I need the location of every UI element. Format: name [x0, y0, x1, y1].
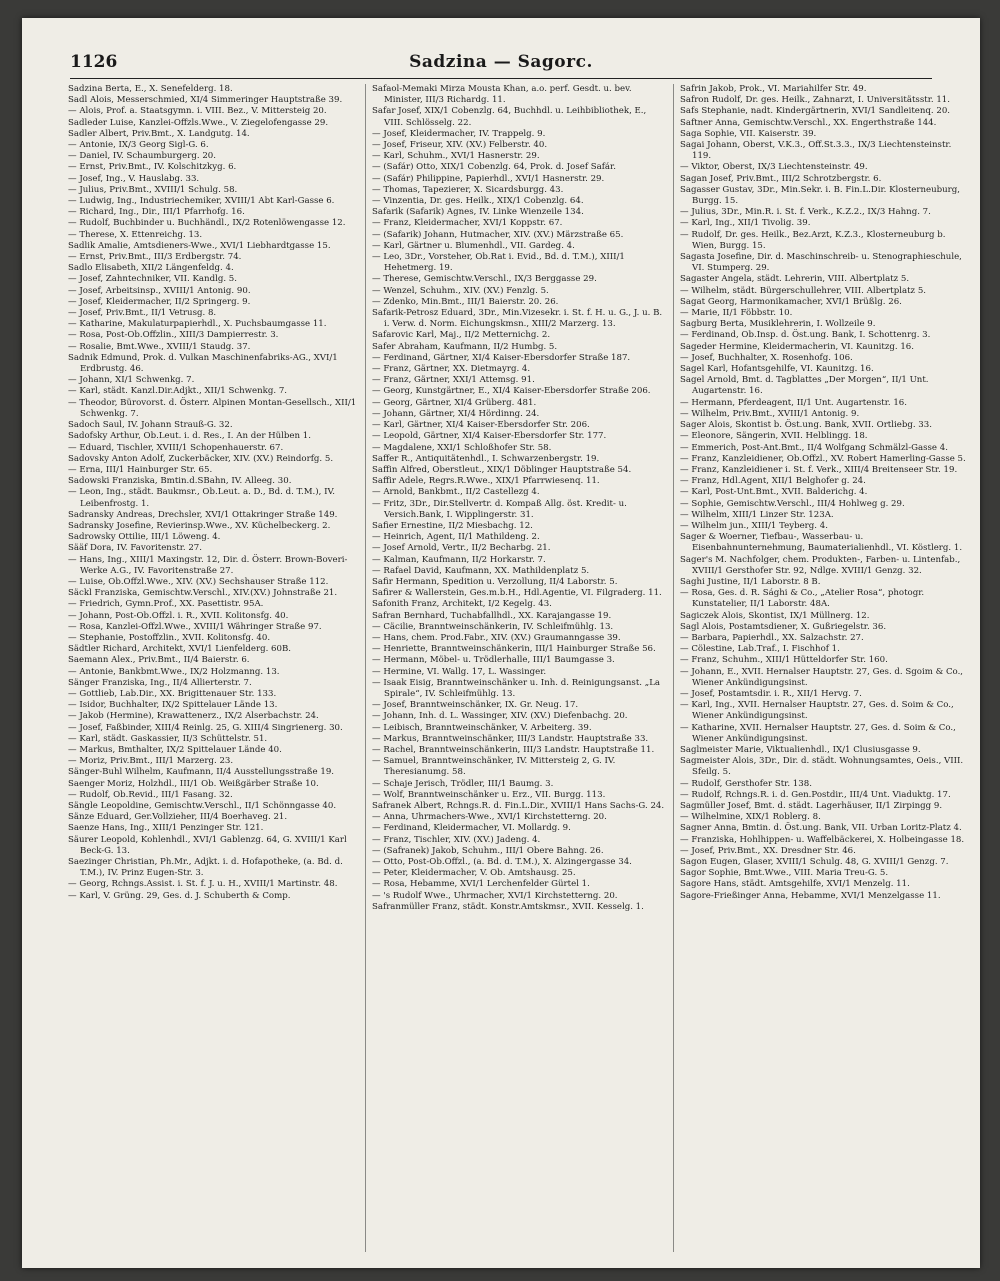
- directory-entry: — Johann, Gärtner, XI/4 Hördinng. 24.: [372, 408, 540, 419]
- directory-entry: Safar Josef, XIX/1 Cobenzlg. 64, Buchhdl. u. Leihbibliothek, E., VIII. Schlösselg. 22.: [372, 106, 647, 128]
- directory-entry: Sager & Woerner, Tiefbau-, Wasserbau- u. Eisenbahnunternehmung, Baumaterialienhdl., VI. Köstlerg. 1.: [680, 532, 963, 554]
- directory-entry: — Wenzel, Schuhm., XIV. (XV.) Fenzlg. 5.: [372, 285, 549, 296]
- column-divider: [365, 84, 366, 1252]
- directory-entry: — Eduard, Tischler, XVIII/1 Schopenhauerstr. 67.: [68, 442, 284, 453]
- directory-entry: — Johann, E., XVII. Hernalser Hauptstr. 27, Ges. d. Sgoim & Co., Wiener Ankündigungsinst.: [680, 666, 964, 688]
- directory-entry: Saglmeister Marie, Viktualienhdl., IX/1 Clusiusgasse 9.: [680, 744, 921, 755]
- directory-entry: Sagai Johann, Oberst, V.K.3., Off.St.3.3., IX/3 Liechtensteinstr. 119.: [680, 140, 952, 162]
- directory-entry: — Wolf, Branntweinschänker u. Erz., VII. Burgg. 113.: [372, 789, 606, 800]
- directory-entry: Safron Rudolf, Dr. ges. Heilk., Zahnarzt, I. Universitätsstr. 11.: [680, 95, 950, 106]
- directory-entry: — Isaak Eisig, Branntweinschänker u. Inh. d. Reinigungsanst. „La Spirale“, IV. Schleifmühlg. 13.: [372, 677, 661, 699]
- page-number: 1126: [70, 52, 118, 72]
- directory-entry: — (Safár) Philippine, Papierhdl., XVI/1 Hasnerstr. 29.: [372, 173, 605, 184]
- directory-entry: — Schaje Jerisch, Trödler, III/1 Baumg. 3.: [372, 778, 554, 789]
- column-2: [372, 84, 668, 1252]
- directory-entry: Sadzina Berta, E., X. Senefelderg. 18.: [68, 84, 233, 94]
- directory-entry: — Josef, Kleidermacher, IV. Trappelg. 9.: [372, 128, 546, 139]
- directory-entry: — Friedrich, Gymn.Prof., XX. Pasettistr. 95A.: [68, 599, 264, 610]
- directory-entry: — Gottlieb, Lab.Dir., XX. Brigittenauer Str. 133.: [68, 688, 277, 699]
- directory-entry: Safran Bernhard, Tuchabfallhdl., XX. Karajangasse 19.: [372, 610, 612, 621]
- directory-entry: — Wilhelm, städt. Bürgerschullehrer, VIII. Albertplatz 5.: [680, 285, 927, 296]
- directory-entry: Safirer & Wallerstein, Ges.m.b.H., Hdl.Agentie, VI. Filgraderg. 11.: [372, 588, 662, 599]
- directory-entry: — (Safár) Otto, XIX/1 Cobenzlg. 64, Prok. d. Josef Safár.: [372, 162, 616, 173]
- directory-entry: Safranek Albert, Rchngs.R. d. Fin.L.Dir., XVIII/1 Hans Sachs-G. 24.: [372, 801, 665, 811]
- directory-entry: Sagel Karl, Hofantsgehilfe, VI. Kaunitzg. 16.: [680, 364, 874, 375]
- directory-entry: — Cäcilie, Branntweinschänkerin, IV. Schleifmühlg. 13.: [372, 621, 614, 632]
- directory-entry: Safarik (Safarik) Agnes, IV. Linke Wienzeile 134.: [372, 207, 584, 218]
- directory-entry: — Josef, Priv.Bmt., II/1 Vetrusg. 8.: [68, 308, 217, 319]
- directory-entry: Sadransky Andreas, Drechsler, XVI/1 Ottakringer Straße 149.: [68, 509, 338, 520]
- directory-entry: Safaol-Memaki Mirza Mousta Khan, a.o. perf. Gesdt. u. bev. Minister, III/3 Richardg. 11.: [372, 84, 632, 106]
- directory-entry: — Georg, Rchngs.Assist. i. St. f. J. u. H., XVIII/1 Martinstr. 48.: [68, 879, 338, 890]
- directory-entry: — Franz, Kanzleidiener, Ob.Offzl., XV. Robert Hamerling-Gasse 5.: [680, 453, 966, 464]
- directory-entry: Saezinger Christian, Ph.Mr., Adjkt. i. d. Hofapotheke, (a. Bd. d. T.M.), IV. Prinz Eugen-Str. 3.: [68, 857, 343, 879]
- directory-entry: — Josef Arnold, Vertr., II/2 Becharbg. 21.: [372, 543, 551, 554]
- directory-entry: Safonith Franz, Architekt, I/2 Kegelg. 43.: [372, 599, 552, 610]
- directory-entry: — Katharine, XVII. Hernalser Hauptstr. 27, Ges. d. Soim & Co., Wiener Ankündigungsinst.: [680, 722, 956, 744]
- directory-entry: Sadler Albert, Priv.Bmt., X. Landgutg. 14.: [68, 128, 250, 139]
- directory-entry: Sagore Hans, städt. Amtsgehilfe, XVI/1 Menzelg. 11.: [680, 879, 910, 890]
- directory-entry: — Franz, Schuhm., XIII/1 Hütteldorfer Str. 160.: [680, 655, 888, 666]
- directory-entry: Sängle Leopoldine, Gemischtw.Verschl., II/1 Schönngasse 40.: [68, 801, 337, 811]
- directory-entry: — Leo, 3Dr., Vorsteher, Ob.Rat i. Evid., Bd. d. T.M.), XIII/1 Hehetmerg. 19.: [372, 252, 625, 274]
- directory-entry: — Theodor, Bürovorst. d. Österr. Alpinen Montan-Gesellsch., XII/1 Schwenkg. 7.: [68, 397, 357, 419]
- directory-entry: — Rosa, Post-Ob.Offzlin., XIII/3 Dampierrestr. 3.: [68, 330, 279, 341]
- directory-entry: Sadlik Amalie, Amtsdieners-Wwe., XVI/1 Liebhardtgasse 15.: [68, 240, 331, 251]
- directory-entry: — Katharine, Makulaturpapierhdl., X. Puchsbaumgasse 11.: [68, 319, 327, 330]
- directory-entry: Sagaster Angela, städt. Lehrerin, VIII. Albertplatz 5.: [680, 274, 910, 285]
- directory-entry: — Viktor, Oberst, IX/3 Liechtensteinstr. 49.: [680, 162, 868, 173]
- directory-entry: Sänger Franziska, Ing., II/4 Allierterstr. 7.: [68, 677, 252, 688]
- directory-entry: Sadleder Luise, Kanzlei-Offzls.Wwe., V. Ziegelofengasse 29.: [68, 117, 329, 128]
- directory-entry: Safs Stephanie, nadt. Kindergärtnerin, XVI/1 Sandleitenq. 20.: [680, 106, 951, 117]
- directory-entry: — Daniel, IV. Schaumburgerg. 20.: [68, 151, 216, 162]
- directory-entry: — Karl, städt. Kanzl.Dir.Adjkt., XII/1 Schwenkg. 7.: [68, 386, 288, 397]
- directory-entry: — Anna, Uhrmachers-Wwe., XVI/1 Kirchstetterng. 20.: [372, 812, 607, 823]
- directory-entry: — Luise, Ob.Offzl.Wwe., XIV. (XV.) Sechshauser Straße 112.: [68, 576, 329, 587]
- directory-entry: Säurer Leopold, Kohlenhdl., XVI/1 Gablenzg. 64, G. XVIII/1 Karl Beck-G. 13.: [68, 834, 347, 856]
- directory-entry: — Hans, Ing., XIII/1 Maxingstr. 12, Dir. d. Österr. Brown-Boveri-Werke A.G., IV. Favoritenstraße 27.: [68, 554, 348, 576]
- directory-entry: — Karl, Ing., XII/1 Tivolig. 39.: [680, 218, 811, 229]
- directory-entry: — Eleonore, Sängerin, XVII. Helblingg. 18.: [680, 431, 868, 442]
- directory-entry: — Wilhelm, XIII/1 Linzer Str. 123A.: [680, 509, 834, 520]
- directory-entry: — Rachel, Branntweinschänkerin, III/3 Landstr. Hauptstraße 11.: [372, 744, 655, 755]
- directory-entry: — Thomas, Tapezierer, X. Sicardsburgg. 43.: [372, 184, 564, 195]
- directory-entry: — Franz, Gärtner, XXI/1 Attemsg. 91.: [372, 375, 535, 386]
- directory-entry: Saenze Hans, Ing., XIII/1 Penzinger Str. 121.: [68, 823, 264, 834]
- directory-entry: — Josef, Ing., V. Hauslabg. 33.: [68, 173, 200, 184]
- directory-entry: — Ernst, Priv.Bmt., III/3 Erdbergstr. 74.: [68, 252, 242, 263]
- directory-entry: Sadransky Josefine, Revierinsp.Wwe., XV. Küchelbeckerg. 2.: [68, 520, 331, 531]
- directory-entry: — Josef, Postamtsdir. i. R., XII/1 Hervg. 7.: [680, 688, 862, 699]
- directory-entry: — Hans, chem. Prod.Fabr., XIV. (XV.) Graumanngasse 39.: [372, 632, 621, 643]
- directory-entry: Sänze Eduard, Ger.Vollzieher, III/4 Boerhaveg. 21.: [68, 812, 288, 823]
- directory-entry: — Rudolf, Gersthofer Str. 138.: [680, 778, 812, 789]
- directory-entry: Sagasser Gustav, 3Dr., Min.Sekr. i. B. Fin.L.Dir. Klosterneuburg, Burgg. 15.: [680, 184, 961, 207]
- directory-entry: — Jakob (Hermine), Krawattenerz., IX/2 Alserbachstr. 24.: [68, 711, 319, 722]
- directory-entry: — Karl, Post-Unt.Bmt., XVII. Balderichg. 4.: [680, 487, 868, 498]
- directory-entry: — Samuel, Branntweinschänker, IV. Mittersteig 2, G. IV. Theresianumg. 58.: [372, 756, 616, 778]
- directory-entry: — Sophie, Gemischtw.Verschl., III/4 Hohlweg g. 29.: [680, 498, 905, 509]
- directory-entry: — Wilhelmine, XIX/1 Roblerg. 8.: [680, 812, 821, 823]
- directory-entry: — Georg, Gärtner, XI/4 Grüberg. 481.: [372, 397, 537, 408]
- directory-entry: — Hermann, Pferdeagent, II/1 Unt. Augartenstr. 16.: [680, 397, 908, 408]
- directory-entry: — Karl, städt. Gaskassier, II/3 Schüttelstr. 51.: [68, 733, 268, 744]
- directory-entry: Sagasta Josefine, Dir. d. Maschinschreib- u. Stenographieschule, VI. Stumperg. 29.: [680, 252, 962, 274]
- directory-entry: — Josef, Kleidermacher, II/2 Springerg. 9.: [68, 296, 251, 307]
- directory-entry: — (Safranek) Jakob, Schuhm., III/1 Obere Bahng. 26.: [372, 845, 604, 856]
- directory-entry: Sänger-Buhl Wilhelm, Kaufmann, II/4 Ausstellungsstraße 19.: [68, 767, 335, 778]
- directory-entry: — Stephanie, Postoffzlin., XVII. Kolitonsfg. 40.: [68, 632, 271, 643]
- directory-entry: — Erna, III/1 Hainburger Str. 65.: [68, 464, 213, 475]
- directory-entry: Sager Alois, Skontist b. Öst.ung. Bank, XVII. Ortliebg. 33.: [680, 420, 932, 431]
- directory-entry: — Markus, Branntweinschänker, III/3 Landstr. Hauptstraße 33.: [372, 733, 649, 744]
- directory-entry: — Franz, Hdl.Agent, XII/1 Belghofer g. 24.: [680, 476, 866, 487]
- directory-entry: — Wilhelm jun., XIII/1 Teyberg. 4.: [680, 520, 828, 531]
- directory-entry: — Hermine, VI. Wallg. 17, L. Wassinger.: [372, 666, 547, 677]
- directory-entry: Sagmüller Josef, Bmt. d. städt. Lagerhäuser, II/1 Zirpingg 9.: [680, 801, 943, 811]
- directory-entry: Sagat Georg, Harmonikamacher, XVI/1 Brüßlg. 26.: [680, 296, 902, 307]
- directory-entry: Saghi Justine, II/1 Laborstr. 8 B.: [680, 576, 821, 587]
- directory-entry: — Karl, Gärtner, XI/4 Kaiser-Ebersdorfer Str. 206.: [372, 420, 590, 431]
- directory-entry: — Julius, 3Dr., Min.R. i. St. f. Verk., K.Z.2., IX/3 Hahng. 7.: [680, 207, 931, 218]
- directory-entry: — Franz, Gärtner, XX. Dietmayrg. 4.: [372, 364, 531, 375]
- directory-entry: — Karl, Ing., XVII. Hernalser Hauptstr. 27, Ges. d. Soim & Co., Wiener Ankündigungsinst.: [680, 700, 954, 722]
- directory-entry: — Therese, Gemischtw.Verschl., IX/3 Berggasse 29.: [372, 274, 597, 285]
- directory-entry: Sadofsky Arthur, Ob.Leut. i. d. Res., I. An der Hülben 1.: [68, 431, 311, 442]
- directory-entry: Saemann Alex., Priv.Bmt., II/4 Baierstr. 6.: [68, 655, 250, 666]
- directory-entry: — Wilhelm, Priv.Bmt., XVIII/1 Antonig. 9.: [680, 408, 860, 419]
- directory-entry: — Leopold, Gärtner, XI/4 Kaiser-Ebersdorfer Str. 177.: [372, 431, 607, 442]
- directory-entry: Safarik-Petrosz Eduard, 3Dr., Min.Vizesekr. i. St. f. H. u. G., J. u. B. i. Verw. d. Norm. Eichungskmsn., XIII/2 Marzerg. 13.: [372, 308, 663, 330]
- directory-entry: — Josef, Zahntechniker, VII. Kandlg. 5.: [68, 274, 237, 285]
- directory-entry: Säckl Franziska, Gemischtw.Verschl., XIV.(XV.) Johnstraße 21.: [68, 588, 338, 599]
- directory-entry: — Rosalie, Bmt.Wwe., XVIII/1 Staudg. 37.: [68, 341, 251, 352]
- directory-entry: — Moriz, Priv.Bmt., III/1 Marzerg. 23.: [68, 756, 234, 767]
- directory-entry: — Marie, II/1 Föbbstr. 10.: [680, 308, 793, 319]
- directory-entry: — Therese, X. Ettenreichg. 13.: [68, 229, 203, 240]
- directory-entry: Sagan Josef, Priv.Bmt., III/2 Schrotzbergstr. 6.: [680, 173, 882, 184]
- directory-entry: Sageder Hermine, Kleidermacherin, VI. Kaunitzg. 16.: [680, 341, 914, 352]
- directory-entry: Sadovsky Anton Adolf, Zuckerbäcker, XIV. (XV.) Reindorfg. 5.: [68, 453, 334, 464]
- column-divider: [673, 84, 674, 1252]
- directory-entry: Sadowski Franziska, Bmtin.d.SBahn, IV. Alleeg. 30.: [68, 476, 292, 487]
- directory-entry: Saga Sophie, VII. Kaiserstr. 39.: [680, 128, 817, 139]
- directory-entry: — Johann, Inh. d. L. Wassinger, XIV. (XV.) Diefenbachg. 20.: [372, 711, 628, 722]
- directory-entry: — Ferdinand, Gärtner, XI/4 Kaiser-Ebersdorfer Straße 187.: [372, 352, 631, 363]
- directory-entry: — Josef, Buchhalter, X. Rosenhofg. 106.: [680, 352, 853, 363]
- directory-entry: Sagner Anna, Bmtin. d. Öst.ung. Bank, VII. Urban Loritz-Platz 4.: [680, 823, 962, 834]
- directory-entry: — Leibisch, Branntweinschänker, V. Arbeiterg. 39.: [372, 722, 592, 733]
- directory-entry: Safer Abraham, Kaufmann, II/2 Humbg. 5.: [372, 341, 558, 352]
- directory-entry: — Magdalene, XXI/1 Schloßhofer Str. 58.: [372, 442, 552, 453]
- directory-entry: — Isidor, Buchhalter, IX/2 Spittelauer Lände 13.: [68, 700, 278, 711]
- directory-entry: — Arnold, Bankbmt., II/2 Castellezg 4.: [372, 487, 540, 498]
- directory-entry: Saffin Alfred, Oberstleut., XIX/1 Döblinger Hauptstraße 54.: [372, 464, 632, 475]
- directory-entry: Sagburg Berta, Musiklehrerin, I. Wollzeile 9.: [680, 319, 876, 330]
- directory-entry: — Johann, Post-Ob.Offzl. i. R., XVII. Kolitonsfg. 40.: [68, 610, 289, 621]
- directory-page: [22, 18, 980, 1268]
- directory-entry: Sager's M. Nachfolger, chem. Produkten-, Farben- u. Lintenfab., XVIII/1 Gersthofer Str. 92, Ndlge. XVIII/1 Genzg. 32.: [680, 554, 961, 576]
- directory-entry: Safranmüller Franz, städt. Konstr.Amtskmsr., XVII. Kesselg. 1.: [372, 901, 644, 912]
- directory-entry: — Georg, Kunstgärtner, E., XI/4 Kaiser-Ebersdorfer Straße 206.: [372, 386, 651, 397]
- directory-entry: Sagon Eugen, Glaser, XVIII/1 Schulg. 48, G. XVIII/1 Genzg. 7.: [680, 857, 949, 868]
- directory-entry: — Rudolf, Buchbinder u. Buchhändl., IX/2 Rotenlöwengasse 12.: [68, 218, 346, 229]
- directory-entry: Sadl Alois, Messerschmied, XI/4 Simmeringer Hauptstraße 39.: [68, 95, 343, 106]
- directory-entry: — Barbara, Papierhdl., XX. Salzachstr. 27.: [680, 632, 864, 643]
- directory-entry: — Rudolf, Rchngs.R. i. d. Gen.Postdir., III/4 Unt. Viaduktg. 17.: [680, 789, 951, 800]
- directory-entry: — Markus, Bmthalter, IX/2 Spittelauer Lände 40.: [68, 744, 282, 755]
- directory-entry: Safier Ernestine, II/2 Miesbachg. 12.: [372, 520, 533, 531]
- directory-entry: — Josef, Arbeitsinsp., XVIII/1 Antonig. 90.: [68, 285, 251, 296]
- directory-entry: Saenger Moriz, Holzhdl., III/1 Ob. Weißgärber Straße 10.: [68, 778, 319, 789]
- directory-entry: — Josef, Priv.Bmt., XX. Dresdner Str. 46.: [680, 845, 856, 856]
- column-1: [68, 84, 358, 1252]
- directory-entry: Sagl Alois, Postamtsdiener, X. Gußriegelstr. 36.: [680, 621, 887, 632]
- directory-entry: Sadoch Saul, IV. Johann Strauß-G. 32.: [68, 420, 233, 431]
- directory-entry: — Antonie, IX/3 Georg Sigl-G. 6.: [68, 140, 209, 151]
- directory-entry: Safrin Jakob, Prok., VI. Mariahilfer Str. 49.: [680, 84, 867, 94]
- directory-entry: Sagel Arnold, Bmt. d. Tagblattes „Der Morgen“, II/1 Unt. Augartenstr. 16.: [680, 375, 929, 397]
- directory-entry: Sagore-Frießinger Anna, Hebamme, XVI/1 Menzelgasse 11.: [680, 890, 941, 901]
- directory-entry: — Franz, Kleidermacher, XVI/1 Koppstr. 67.: [372, 218, 563, 229]
- directory-entry: — Fritz, 3Dr., Dir.Stellvertr. d. Kompaß Allg. öst. Kredit- u. Versich.Bank, I. Wipplingerstr. 31.: [372, 498, 627, 520]
- directory-entry: — Antonie, Bankbmt.Wwe., IX/2 Holzmanng. 13.: [68, 666, 280, 677]
- directory-entry: — Karl, Gärtner u. Blumenhdl., VII. Gardeg. 4.: [372, 240, 575, 251]
- directory-entry: Saffir Adele, Regrs.R.Wwe., XIX/1 Pfarrwiesenq. 11.: [372, 476, 600, 487]
- directory-entry: — Josef, Branntweinschänker, IX. Gr. Neug. 17.: [372, 700, 579, 711]
- directory-entry: — Zdenko, Min.Bmt., III/1 Baierstr. 20. 26.: [372, 296, 559, 307]
- directory-entry: — Rudolf, Ob.Revid., III/1 Fasang. 32.: [68, 789, 233, 800]
- directory-entry: — Heinrich, Agent, II/1 Mathildeng. 2.: [372, 532, 540, 543]
- directory-entry: Sadrowsky Ottilie, III/1 Löweng. 4.: [68, 532, 221, 543]
- header-rule: [70, 78, 932, 79]
- running-head: Sadzina — Sagorc.: [409, 52, 593, 72]
- directory-entry: — Otto, Post-Ob.Offzl., (a. Bd. d. T.M.), X. Alzingergasse 34.: [372, 857, 632, 868]
- directory-entry: — Franziska, Hohlhippen- u. Waffelbäckerei, X. Holbeingasse 18.: [680, 834, 965, 845]
- directory-entry: — Rudolf, Dr. ges. Heilk., Bez.Arzt, K.Z.3., Klosterneuburg b. Wien, Burgg. 15.: [680, 229, 946, 251]
- directory-entry: Sagmeister Alois, 3Dr., Dir. d. städt. Wohnungsamtes, Oeis., VIII. Sfeilg. 5.: [680, 756, 964, 778]
- directory-entry: Safarovic Karl, Maj., II/2 Metternichg. 2.: [372, 330, 551, 341]
- directory-entry: Sadlo Elisabeth, XII/2 Längenfeldg. 4.: [68, 263, 234, 274]
- directory-entry: — Kalman, Kaufmann, II/2 Horkarstr. 7.: [372, 554, 546, 565]
- directory-entry: Sädtler Richard, Architekt, XVI/1 Lienfelderg. 60B.: [68, 644, 292, 655]
- directory-entry: — Peter, Kleidermacher, V. Ob. Amtshausg. 25.: [372, 868, 576, 879]
- directory-entry: Sadnik Edmund, Prok. d. Vulkan Maschinenfabriks-AG., XVI/1 Erdbrustg. 46.: [68, 352, 338, 375]
- directory-entry: — Karl, Schuhm., XVI/1 Hasnerstr. 29.: [372, 151, 540, 162]
- directory-entry: — Karl, V. Grüng. 29, Ges. d. J. Schuberth & Comp.: [68, 890, 291, 901]
- directory-entry: Sääf Dora, IV. Favoritenstr. 27.: [68, 543, 202, 554]
- directory-entry: — Rafael David, Kaufmann, XX. Mathildenplatz 5.: [372, 565, 590, 576]
- directory-entry: — Henriette, Branntweinschänkerin, III/1 Hainburger Straße 56.: [372, 644, 656, 655]
- directory-entry: Sagiczek Alois, Skontist, IX/1 Müllnerg. 12.: [680, 610, 870, 621]
- directory-entry: — Alois, Prof. a. Staatsgymn. i. VIII. Bez., V. Mittersteig 20.: [68, 106, 327, 117]
- directory-entry: — Rosa, Hebamme, XVI/1 Lerchenfelder Gürtel 1.: [372, 879, 590, 890]
- directory-entry: — Ernst, Priv.Bmt., IV. Kolschitzkyg. 6.: [68, 162, 237, 173]
- directory-entry: — Josef, Faßbinder, XIII/4 Reinlg. 25, G. XIII/4 Singrienerg. 30.: [68, 722, 343, 733]
- directory-entry: — Franz, Kanzleidiener i. St. f. Verk., XIII/4 Breitenseer Str. 19.: [680, 464, 958, 475]
- directory-entry: — Richard, Ing., Dir., III/1 Pfarrhofg. 16.: [68, 207, 245, 218]
- directory-entry: — Ludwig, Ing., Industriechemiker, XVIII/1 Abt Karl-Gasse 6.: [68, 196, 335, 207]
- directory-entry: — Vinzentia, Dr. ges. Heilk., XIX/1 Cobenzlg. 64.: [372, 196, 584, 207]
- column-3: [680, 84, 972, 1252]
- directory-entry: — Julius, Priv.Bmt., XVIII/1 Schulg. 58.: [68, 184, 238, 195]
- directory-entry: — Cölestine, Lab.Traf., I. Fischhof 1.: [680, 644, 840, 655]
- directory-entry: — Rosa, Kanzlei-Offzl.Wwe., XVIII/1 Währinger Straße 97.: [68, 621, 322, 632]
- directory-entry: — (Safarik) Johann, Hutmacher, XIV. (XV.) Märzstraße 65.: [372, 229, 624, 240]
- directory-entry: Saftner Anna, Gemischtw.Verschl., XX. Engerthstraße 144.: [680, 117, 937, 128]
- directory-entry: Safir Hermann, Spedition u. Verzollung, II/4 Laborstr. 5.: [372, 576, 618, 587]
- directory-entry: — Leon, Ing., städt. Baukmsr., Ob.Leut. a. D., Bd. d. T.M.), IV. Leibenfrostg. 1.: [68, 487, 335, 509]
- directory-entry: — Josef, Friseur, XIV. (XV.) Felberstr. 40.: [372, 140, 548, 151]
- directory-entry: — Hermann, Möbel- u. Trödlerhalle, III/1 Baumgasse 3.: [372, 655, 615, 666]
- directory-entry: Saffer R., Antiquitätenhdl., I. Schwarzenbergstr. 19.: [372, 453, 600, 464]
- directory-entry: — 's Rudolf Wwe., Uhrmacher, XVI/1 Kirchstetterng. 20.: [372, 890, 618, 901]
- directory-entry: — Johann, XI/1 Schwenkg. 7.: [68, 375, 195, 386]
- directory-entry: — Rosa, Ges. d. R. Sághi & Co., „Atelier Rosa“, photogr. Kunstatelier, II/1 Laborstr. 48A.: [680, 588, 925, 610]
- directory-entry: — Ferdinand, Kleidermacher, VI. Mollardg. 9.: [372, 823, 571, 834]
- directory-entry: — Emmerich, Post-Ant.Bmt., II/4 Wolfgang Schmälzl-Gasse 4.: [680, 442, 948, 453]
- directory-entry: — Ferdinand, Ob.Insp. d. Öst.ung. Bank, I. Schottenrg. 3.: [680, 330, 931, 341]
- directory-entry: Sagor Sophie, Bmt.Wwe., VIII. Maria Treu-G. 5.: [680, 868, 889, 879]
- directory-entry: — Franz, Tischler, XIV. (XV.) Jadeng. 4.: [372, 834, 541, 845]
